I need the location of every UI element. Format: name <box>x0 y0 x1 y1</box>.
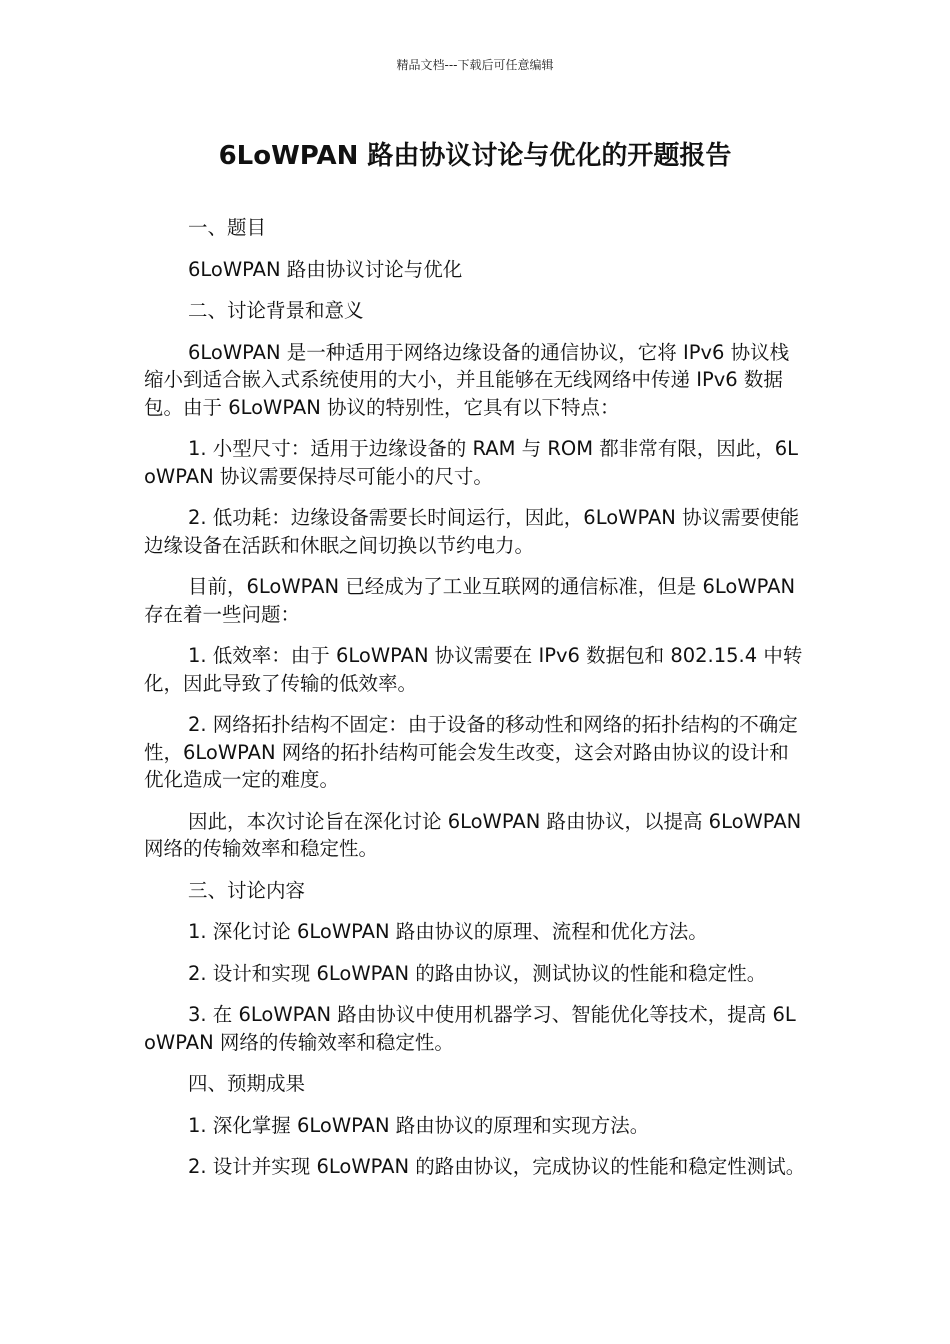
content-item-2: 2. 设计和实现 6LoWPAN 的路由协议，测试协议的性能和稳定性。 <box>188 961 767 985</box>
section-heading-topic: 一、题目 <box>188 216 267 239</box>
result-item-2: 2. 设计并实现 6LoWPAN 的路由协议，完成协议的性能和稳定性测试。 <box>188 1155 806 1178</box>
section-heading-content: 三、讨论内容 <box>188 878 306 902</box>
section-heading-background: 二、讨论背景和意义 <box>188 299 364 322</box>
topic-text: 6LoWPAN 路由协议讨论与优化 <box>188 257 463 281</box>
problems-intro: 目前，6LoWPAN 已经成为了工业互联网的通信标准，但是 6LoWPAN 存在着一些问题： <box>144 575 796 626</box>
document-title: 6LoWPAN 路由协议讨论与优化的开题报告 <box>218 141 732 171</box>
feature-item-size: 1. 小型尺寸：适用于边缘设备的 RAM 与 ROM 都非常有限，因此，6LoWPAN 协议需要保持尽可能小的尺寸。 <box>144 437 799 488</box>
background-paragraph: 6LoWPAN 是一种适用于网络边缘设备的通信协议，它将 IPv6 协议栈缩小到适合嵌入式系统使用的大小，并且能够在无线网络中传递 IPv6 数据包。由于 6LoWPAN 协议的特别性，它具有以下特点： <box>144 340 790 419</box>
problem-item-efficiency: 1. 低效率：由于 6LoWPAN 协议需要在 IPv6 数据包和 802.15.4 中转化，因此导致了传输的低效率。 <box>144 644 803 695</box>
page-header: 精品文档---下载后可任意编辑 <box>396 58 554 72</box>
result-item-1: 1. 深化掌握 6LoWPAN 路由协议的原理和实现方法。 <box>188 1113 650 1137</box>
purpose-paragraph: 因此，本次讨论旨在深化讨论 6LoWPAN 路由协议，以提高 6LoWPAN 网络的传输效率和稳定性。 <box>144 809 802 860</box>
content-item-1: 1. 深化讨论 6LoWPAN 路由协议的原理、流程和优化方法。 <box>188 920 708 943</box>
content-item-3: 3. 在 6LoWPAN 路由协议中使用机器学习、智能优化等技术，提高 6LoWPAN 网络的传输效率和稳定性。 <box>144 1003 796 1054</box>
feature-item-power: 2. 低功耗：边缘设备需要长时间运行，因此，6LoWPAN 协议需要使能边缘设备在活跃和休眠之间切换以节约电力。 <box>144 506 800 557</box>
document-body <box>144 214 806 1195</box>
problem-item-topology: 2. 网络拓扑结构不固定：由于设备的移动性和网络的拓扑结构的不确定性，6LoWPAN 网络的拓扑结构可能会发生改变，这会对路由协议的设计和优化造成一定的难度。 <box>144 713 798 791</box>
section-heading-results: 四、预期成果 <box>188 1072 306 1095</box>
